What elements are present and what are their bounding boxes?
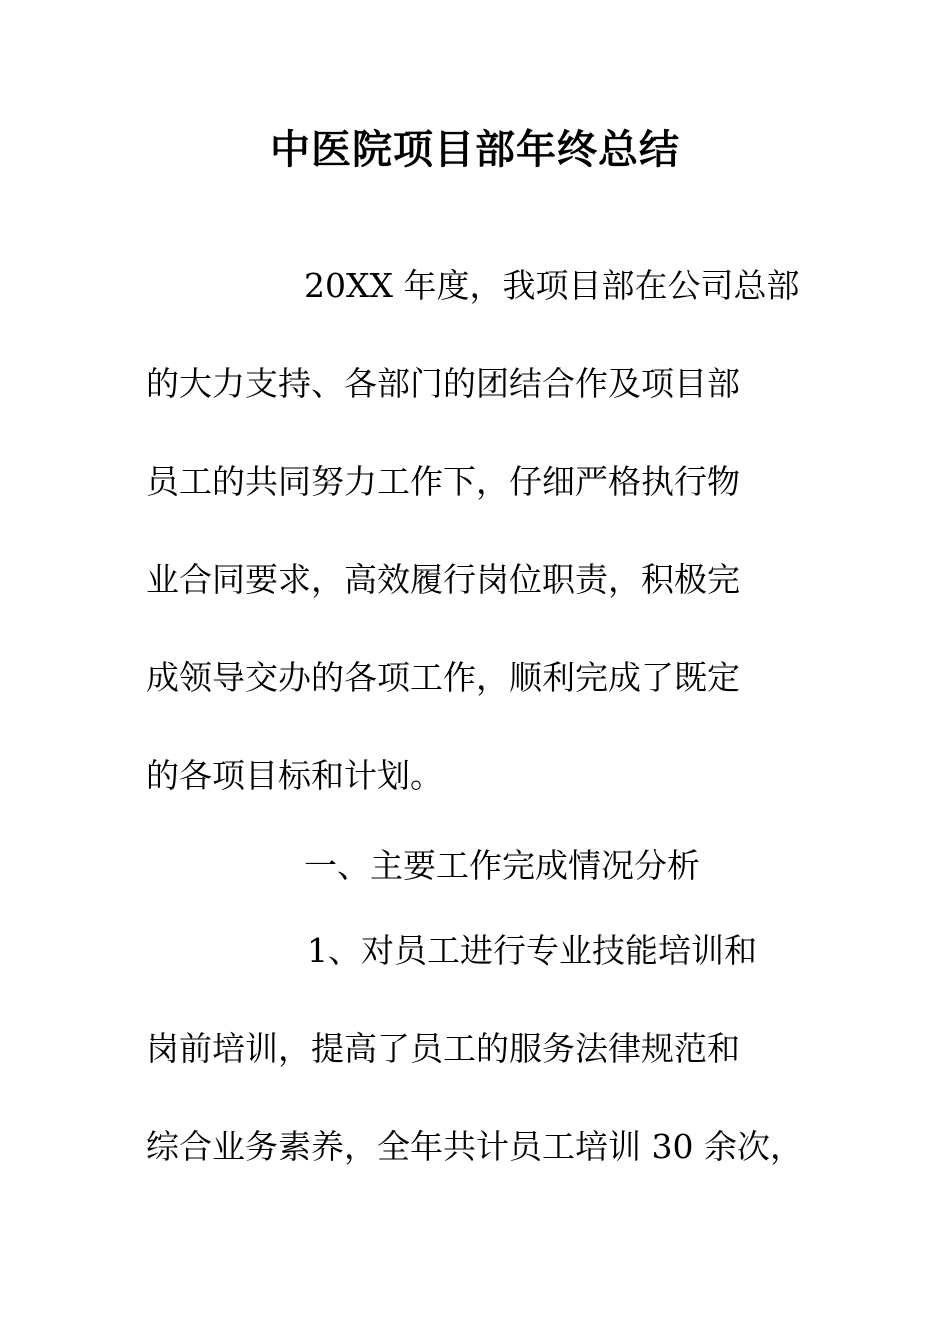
paragraph-line: 的各项目标和计划。 <box>146 756 443 795</box>
paragraph-line: 成领导交办的各项工作，顺利完成了既定 <box>146 658 740 697</box>
paragraph-line: 综合业务素养，全年共计员工培训 30 余次， <box>146 1127 803 1166</box>
paragraph-line: 岗前培训，提高了员工的服务法律规范和 <box>146 1029 740 1068</box>
paragraph-line: 业合同要求，高效履行岗位职责，积极完 <box>146 560 740 599</box>
paragraph-line: 的大力支持、各部门的团结合作及项目部 <box>146 364 740 403</box>
document-title: 中医院项目部年终总结 <box>270 127 680 173</box>
section-heading: 一、主要工作完成情况分析 <box>304 846 700 885</box>
paragraph-line: 1、对员工进行专业技能培训和 <box>307 931 757 970</box>
paragraph-line: 员工的共同努力工作下，仔细严格执行物 <box>146 462 740 501</box>
paragraph-line: 20XX 年度，我项目部在公司总部 <box>304 266 800 305</box>
